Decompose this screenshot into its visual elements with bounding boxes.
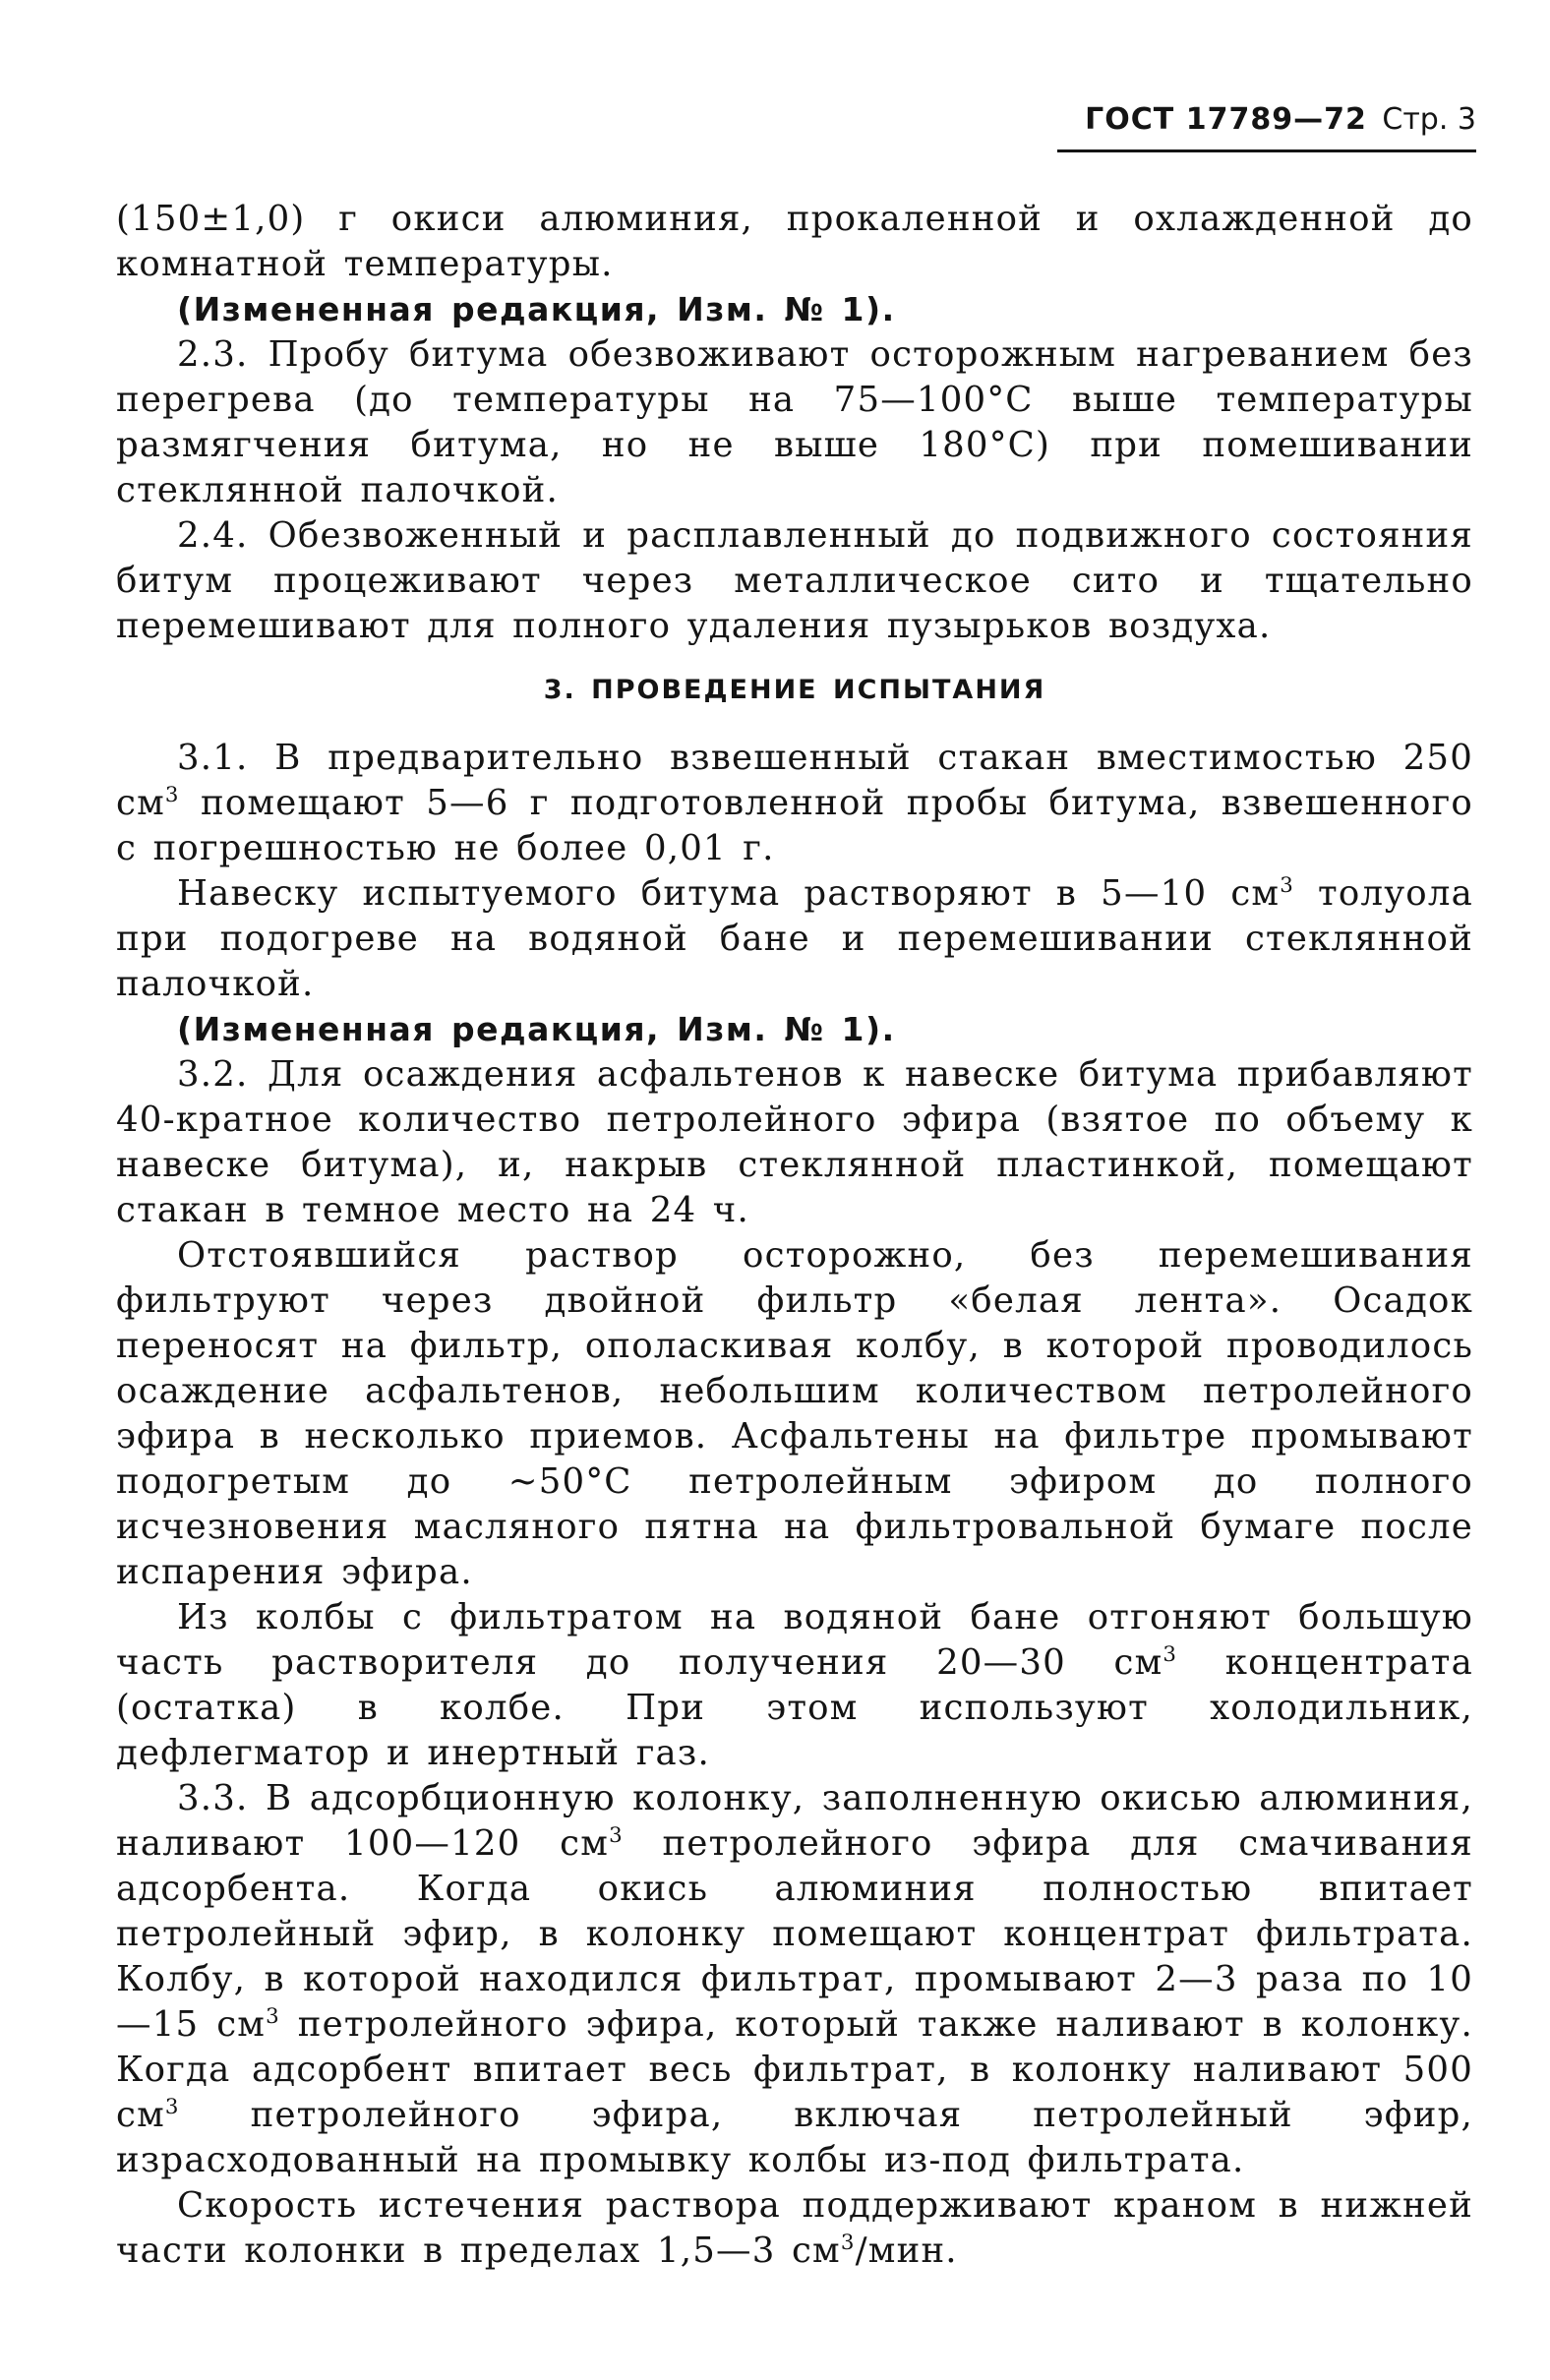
text-segment: 3.1. В предварительно взвешенный стакан вместимостью 250 см	[116, 738, 1473, 823]
superscript-3: 3	[266, 2004, 280, 2030]
section-title: 3. ПРОВЕДЕНИЕ ИСПЫТАНИЯ	[543, 675, 1046, 705]
text-segment: помещают 5—6 г подготовленной пробы битума, взвешенного с погрешностью не более 0,01 г.	[116, 783, 1473, 868]
text-segment: 3.3. В адсорбционную колонку, заполненную окисью алюминия, наливают 100—120 см	[116, 1778, 1473, 1864]
superscript-3: 3	[164, 783, 180, 808]
text-segment: концентрата (остатка) в колбе. При этом используют холодильник, дефлегматор и инертный газ.	[116, 1642, 1473, 1773]
paragraph-2-3: 2.3. Пробу битума обезвоживают осторожным нагреванием без перегрева (до температуры на 75—100°С выше температуры размягчения битума, но не выше 180°С) при помешивании стеклянной палочкой.	[116, 334, 1473, 510]
text-segment: Из колбы с фильтратом на водяной бане отгоняют большую часть растворителя до получения 20—30 см	[116, 1597, 1473, 1683]
paragraph-2-4: 2.4. Обезвоженный и расплавленный до подвижного состояния битум процеживают через металлическое сито и тщательно перемешивают для полного удаления пузырьков воздуха.	[116, 515, 1473, 646]
amendment-note: (Измененная редакция, Изм. № 1).	[177, 290, 896, 328]
paragraph-3-1	[116, 736, 1473, 871]
paragraph-aluminium-oxide: (150±1,0) г окиси алюминия, прокаленной и охлажденной до комнатной температуры.	[116, 199, 1473, 284]
text-segment: /мин.	[855, 2231, 958, 2271]
superscript-3: 3	[840, 2231, 856, 2256]
page-header	[1057, 102, 1476, 152]
page-number: Стр. 3	[1382, 102, 1476, 137]
paragraph-3-2-filtration: Отстоявшийся раствор осторожно, без перемешивания фильтруют через двойной фильтр «белая лента». Осадок переносят на фильтр, ополаскивая колбу, в которой проводилось осаждение асфальтенов, небольшим количеством петролейного эфира в несколько приемов. Асфальтены на фильтре промывают подогретым до ~50°С петролейным эфиром до полного исчезновения масляного пятна на фильтровальной бумаге после испарения эфира.	[116, 1235, 1473, 1592]
superscript-3: 3	[164, 2095, 180, 2120]
text-segment: толуола при подогреве на водяной бане и перемешивании стеклянной палочкой.	[116, 873, 1473, 1004]
superscript-3: 3	[1162, 1642, 1178, 1668]
text-segment: петролейного эфира, включая петролейный эфир, израсходованный на промывку колбы из-под фильтрата.	[116, 2095, 1473, 2180]
text-segment: петролейного эфира, который также наливают в колонку. Когда адсорбент впитает весь фильтрат, в колонку наливают 500 см	[116, 2004, 1474, 2135]
paragraph-3-2-distillation	[116, 1595, 1473, 1776]
text-segment: петролейного эфира для смачивания адсорбента. Когда окись алюминия полностью впитает петролейный эфир, в колонку помещают концентрат фильтрата. Колбу, в которой находился фильтрат, промывают 2—3 раза по 10—15 см	[116, 1823, 1473, 2045]
text-segment: Скорость истечения раствора поддерживают краном в нижней части колонки в пределах 1,5—3 см	[116, 2185, 1473, 2271]
document-body	[116, 197, 1473, 2274]
amendment-note: (Измененная редакция, Изм. № 1).	[177, 1010, 896, 1048]
paragraph-3-3-flow-rate	[116, 2183, 1473, 2274]
superscript-3: 3	[1280, 873, 1294, 899]
superscript-3: 3	[609, 1823, 624, 1849]
standard-number: ГОСТ 17789—72	[1085, 102, 1367, 137]
paragraph-3-2: 3.2. Для осаждения асфальтенов к навеске битума прибавляют 40-кратное количество петролейного эфира (взятое по объему к навеске битума), и, накрыв стеклянной пластинкой, помещают стакан в темное место на 24 ч.	[116, 1054, 1473, 1230]
paragraph-3-1-toluene	[116, 871, 1473, 1007]
paragraph-3-3	[116, 1776, 1473, 2183]
text-segment: Навеску испытуемого битума растворяют в 5—10 см	[177, 873, 1281, 914]
